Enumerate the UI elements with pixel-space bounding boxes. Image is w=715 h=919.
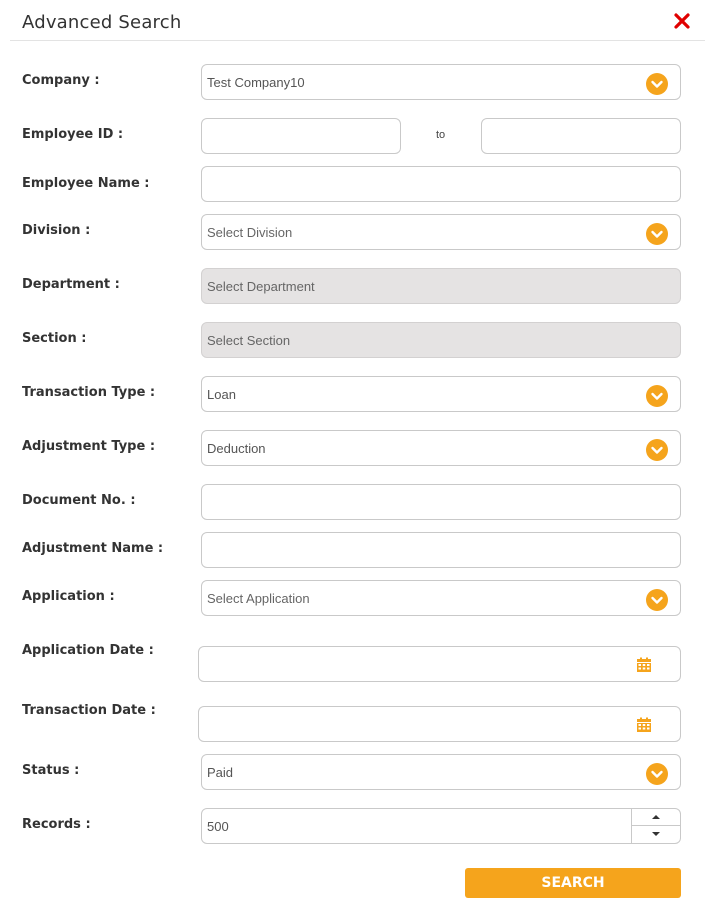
employee-name-label: Employee Name : (22, 176, 150, 191)
calendar-icon[interactable] (636, 717, 652, 733)
chevron-down-icon[interactable] (646, 223, 668, 245)
decrement-button[interactable] (632, 826, 680, 843)
caret-up-icon (652, 814, 660, 820)
employee-name-input[interactable] (201, 166, 681, 202)
status-label: Status : (22, 763, 80, 778)
chevron-down-icon[interactable] (646, 73, 668, 95)
application-date-label: Application Date : (22, 643, 154, 658)
company-value: Test Company10 (207, 75, 305, 90)
caret-down-icon (652, 831, 660, 837)
division-label: Division : (22, 223, 91, 238)
transaction-date-input[interactable] (198, 706, 681, 742)
records-spinner (631, 809, 680, 843)
transaction-type-select[interactable] (201, 376, 681, 412)
close-icon[interactable] (673, 12, 691, 30)
division-select[interactable] (201, 214, 681, 250)
records-stepper[interactable] (201, 808, 681, 844)
department-select (201, 268, 681, 304)
department-value: Select Department (207, 279, 315, 294)
records-label: Records : (22, 817, 91, 832)
document-no-label: Document No. : (22, 493, 136, 508)
increment-button[interactable] (632, 809, 680, 826)
transaction-type-label: Transaction Type : (22, 385, 156, 400)
document-no-input[interactable] (201, 484, 681, 520)
status-select[interactable] (201, 754, 681, 790)
employee-id-label: Employee ID : (22, 127, 124, 142)
adjustment-type-select[interactable] (201, 430, 681, 466)
adjustment-name-label: Adjustment Name : (22, 541, 164, 556)
calendar-icon[interactable] (636, 657, 652, 673)
adjustment-name-input[interactable] (201, 532, 681, 568)
application-date-input[interactable] (198, 646, 681, 682)
dialog-title: Advanced Search (22, 12, 182, 33)
search-button[interactable]: SEARCH (465, 868, 681, 898)
chevron-down-icon[interactable] (646, 439, 668, 461)
dialog-header (10, 0, 705, 41)
status-value: Paid (207, 765, 234, 780)
chevron-down-icon[interactable] (646, 385, 668, 407)
adjustment-type-value: Deduction (207, 441, 266, 456)
section-label: Section : (22, 331, 87, 346)
company-label: Company : (22, 73, 100, 88)
adjustment-type-label: Adjustment Type : (22, 439, 156, 454)
transaction-type-value: Loan (207, 387, 236, 402)
company-select[interactable] (201, 64, 681, 100)
chevron-down-icon[interactable] (646, 763, 668, 785)
employee-id-to-input[interactable] (481, 118, 681, 154)
employee-id-to-label: to (436, 129, 446, 141)
employee-id-from-input[interactable] (201, 118, 401, 154)
application-select[interactable] (201, 580, 681, 616)
application-value: Select Application (207, 591, 310, 606)
chevron-down-icon[interactable] (646, 589, 668, 611)
section-select (201, 322, 681, 358)
transaction-date-label: Transaction Date : (22, 703, 156, 718)
application-label: Application : (22, 589, 115, 604)
division-value: Select Division (207, 225, 293, 240)
department-label: Department : (22, 277, 120, 292)
records-value: 500 (207, 819, 229, 834)
section-value: Select Section (207, 333, 291, 348)
